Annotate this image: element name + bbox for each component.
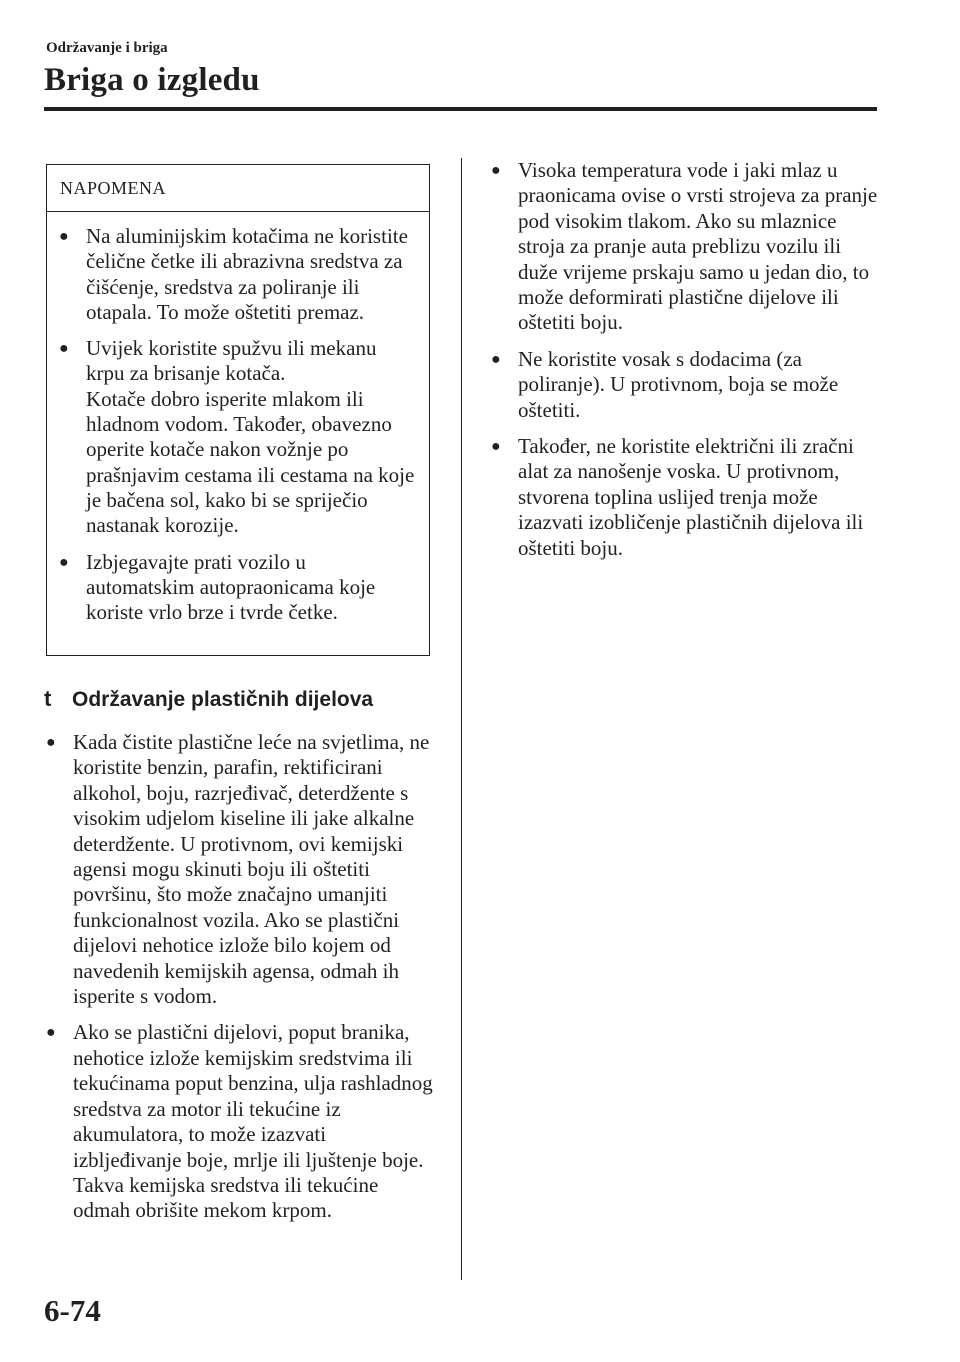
note-item-text: Izbjegavajte prati vozilo u automatskim autopraonicama koje koriste vrlo brze i tvrde četke.	[86, 549, 376, 625]
bullet-icon: ●	[59, 340, 69, 358]
list-item-text: Ako se plastični dijelovi, poput branika, nehotice izlože kemijskim sredstvima ili tekućinama poput benzina, ulja rashladnog sredstva za motor ili tekućine iz akumulatora, to može izazvati izblјeđivanje boje, mrlje ili ljuštenje boje. Takva kemijska sredstva ili tekućine odmah obrišite mekom krpom.	[73, 1020, 433, 1223]
bullet-icon: ●	[59, 228, 69, 245]
bullet-icon: ●	[491, 438, 501, 456]
column-divider	[461, 158, 462, 1280]
bullet-icon: ●	[46, 734, 56, 751]
right-column-list	[491, 158, 881, 572]
list-item-text: Visoka temperatura vode i jaki mlaz u praonicama ovise o vrsti strojeva za pranje pod visokim tlakom. Ako su mlaznice stroja za pranje auta preblizu vozilu ili duže vrijeme prskaju samo u jedan dio, to može deformirati plastične dijelove ili oštetiti boju.	[518, 158, 878, 335]
bullet-icon: ●	[46, 1024, 56, 1042]
note-item-text: Uvijek koristite spužvu ili mekanu krpu za brisanje kotača. Kotače dobro isperite mlakom ili hladnom vodom. Također, obavezno operite kotače nakon vožnje po prašnjavim cestama ili cestama na koje je bačena sol, kako bi se spriječio nastanak korozije.	[86, 336, 415, 538]
list-item-text: Također, ne koristite električni ili zračni alat za nanošenje voska. U protivnom, stvorena toplina uslijed trenja može izazvati izobličenje plastičnih dijelova ili oštetiti boju.	[518, 434, 864, 560]
bullet-icon: ●	[491, 350, 501, 368]
section-heading	[44, 686, 373, 713]
left-column-list	[46, 730, 434, 1235]
list-item	[46, 730, 434, 1009]
note-item	[59, 224, 419, 325]
note-item-text: Na aluminijskim kotačima ne koristite čelične četke ili abrazivna sredstva za čišćenje, sredstva za poliranje ili otapala. To može oštetiti premaz.	[86, 224, 408, 324]
bullet-icon: ●	[491, 162, 501, 179]
section-label: Održavanje i briga	[46, 40, 168, 56]
title-rule	[44, 107, 877, 111]
list-item-text: Ne koristite vosak s dodacima (za poliranje). U protivnom, boja se može oštetiti.	[518, 346, 839, 422]
page-title: Briga o izgledu	[44, 62, 260, 98]
note-heading: NAPOMENA	[47, 165, 429, 212]
list-item-text: Kada čistite plastične leće na svjetlima, ne koristite benzin, parafin, rektificirani alkohol, boju, razrjeđivač, deterdžente s visokim udjelom kiseline ili jake alkalne deterdžente. U protivnom, ovi kemijski agensi mogu skinuti boju ili oštetiti površinu, što može značajno umanjiti funkcionalnost vozila. Ako se plastični dijelovi nehotice izlože bilo kojem od navedenih kemijskih agensa, odmah ih isperite s vodom.	[73, 730, 430, 1009]
note-item	[59, 336, 419, 538]
list-item	[491, 347, 881, 423]
section-heading-text: Održavanje plastičnih dijelova	[72, 688, 374, 711]
list-item	[46, 1020, 434, 1223]
bullet-icon: ●	[59, 553, 69, 571]
list-item	[491, 158, 881, 336]
list-item	[491, 434, 881, 561]
note-box	[46, 164, 430, 656]
page-number: 6-74	[44, 1293, 101, 1328]
section-marker-icon: t	[44, 686, 52, 711]
note-list	[47, 212, 429, 625]
note-item	[59, 550, 419, 626]
